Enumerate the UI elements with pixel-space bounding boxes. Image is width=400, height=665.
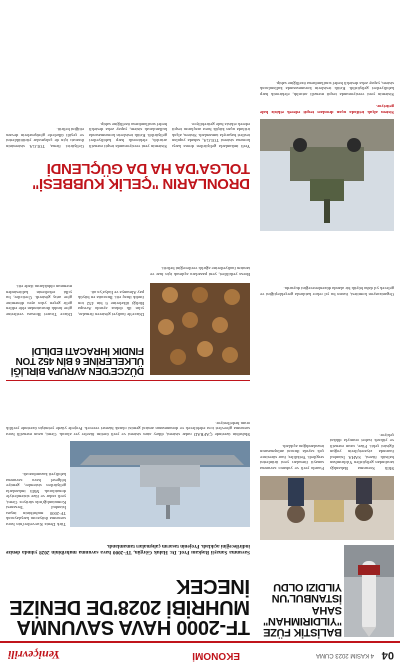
- newspaper-logo: Yeniçevrili: [8, 648, 60, 662]
- top-body-3: Geliştirici firma, TOLGA sisteminin ihracatı için de çalışmalar yürüttüklerini ve çeşitli ülkelerle görüşmelerin devam ettiğini belirtti.: [6, 127, 84, 149]
- page-number: 04: [381, 649, 394, 661]
- top-pull-quote: Sistem alçak irtifada uçan dronları tespit ederek etkisiz hale getiriyor.: [260, 104, 394, 115]
- mid-body-1: Düzce'de faaliyet gösteren firmalar, yılın ilk dokuz ayında Avrupa Birliği ülkelerine 6 bin 452 ton fındık ihraç etti. İhracatta en büyük pay Almanya ve İtalya'ya ait.: [78, 290, 144, 317]
- side-headline: BALİSTİK FÜZE "YILDIRIMHAN" SAHA İSTANBUL'UN YILDIZI OLDU: [263, 581, 342, 638]
- section-label: EKONOMİ: [192, 650, 240, 661]
- tolga-system-photo: [260, 119, 394, 231]
- side-body-2: Fuarda yerli ve yabancı savunma sanayii firmaları yeni ürünlerini sergiledi. Yetkililer, fuar süresince çok sayıda ihracat anlaşmasının imzalandığını açıkladı.: [260, 444, 324, 471]
- issue-date: 4 KASIM 2023 CUMA: [315, 652, 374, 658]
- mid-body-2: Düzce Ticaret Borsası verilerine göre fındık ihracatından elde edilen gelir geçen yılın aynı dönemine göre artış gösterdi. Üreticiler, bu yılki rekoltenin kalitesinden memnun olduklarını ifade etti.: [6, 284, 72, 317]
- mid-headline: DÜZCE'DEN AVRUPA BİRLİĞİ ÜLKELERİNE 6 BİN 452 TON FINDIK İHRACATI EDİLDİ: [11, 344, 144, 376]
- top-body-1: Yerli imkanlarla geliştirilen drona karşı koruma sistemi TOLGA, sahada yapılan testleri başarıyla tamamladı. Sistem, alçak irtifada uçan küçük hava araçlarını tespit ederek etkisiz hale getirebiliyor.: [172, 122, 250, 149]
- exhibition-photo: [260, 476, 394, 540]
- main-headline: TF-2000 HAVA SAVUNMA MUHRİBİ 2028'DE DENİZE İNECEK: [9, 575, 250, 638]
- section-divider: [6, 380, 250, 381]
- top-headline: DRONLARIN "ÇELİK KUBBESİ" TOLGA'DA HA DA GÜÇLENDİ: [32, 159, 250, 192]
- hazelnut-photo: [150, 283, 250, 375]
- main-lead: Savunma Sanayii Başkanı Prof. Dr. Haluk Görgün, TF-2000 hava savunma muhribinin 2028 yılında denize indirileceğini açıkladı. Projenin tasarım çalışmaları tamamlandı.: [6, 543, 250, 555]
- side-body-1: Milli Savunma Bakanlığı tarafından geliştirilen Yıldırımhan balistik füzesi, SAHA İstanbul fuarında ziyaretçilerin yoğun ilgisini çekti. Füze, uzun menzili ve yüksek isabet oranıyla dikkat çekiyor.: [330, 433, 394, 471]
- page-header: [0, 641, 400, 665]
- main-body-2: Muhribin üzerinde ÇAFRAD radar sistemi, dikey atım sistemi ve yerli üretim füzeler yer alacak. Gemi, uzun menzilli hava savunma görevleri icra edebilecek ve donanmanın amiral gemisi olarak hizmet verecek. Projede yüzde yetmişin üzerinde yerlilik oranı hedefleniyor.: [6, 421, 250, 437]
- top-body-2: Sistemin yeni versiyonunda tespit menzili artırıldı, elektronik harp kabiliyetleri geliştirildi. Kritik tesislerin korunmasında kullanılacak sistem, yapay zeka destekli hedef sınıflandırma özelliğine sahip.: [89, 122, 167, 149]
- mid-body-3: Borsa yetkilileri, yeni pazarlara açılmak için fuar ve tanıtım faaliyetlerine ağırlık verileceğini belirtti.: [150, 266, 250, 277]
- top-body-extra: Sistemin yeni versiyonunda tespit menzili artırıldı, elektronik harp kabiliyetleri geliştirildi. Kritik tesislerin korunmasında kullanılacak sistem, yapay zeka destekli hedef sınıflandırma özelliğine sahip.: [260, 81, 394, 97]
- side-body-3: Organizasyon komitesi, fuarın bu yıl rekor katılımla gerçekleştiğini ve gelecek yıl daha büyük bir alanda düzenleneceğini duyurdu.: [260, 286, 394, 297]
- missile-photo: [344, 545, 394, 637]
- destroyer-photo: [70, 441, 250, 527]
- main-body-1: Türk Deniz Kuvvetleri'nin hava savunma ihtiyacını karşılayacak TF-2000 muhribinin inşası İstanbul Tersanesi Komutanlığı'nda sürüyor. Gemi, yerli radar ve füze sistemleriyle donatılacak. Milli imkanlarla geliştirilen sistemler, gemiye bölgesel hava savunma kabiliyeti kazandıracak.: [6, 472, 66, 527]
